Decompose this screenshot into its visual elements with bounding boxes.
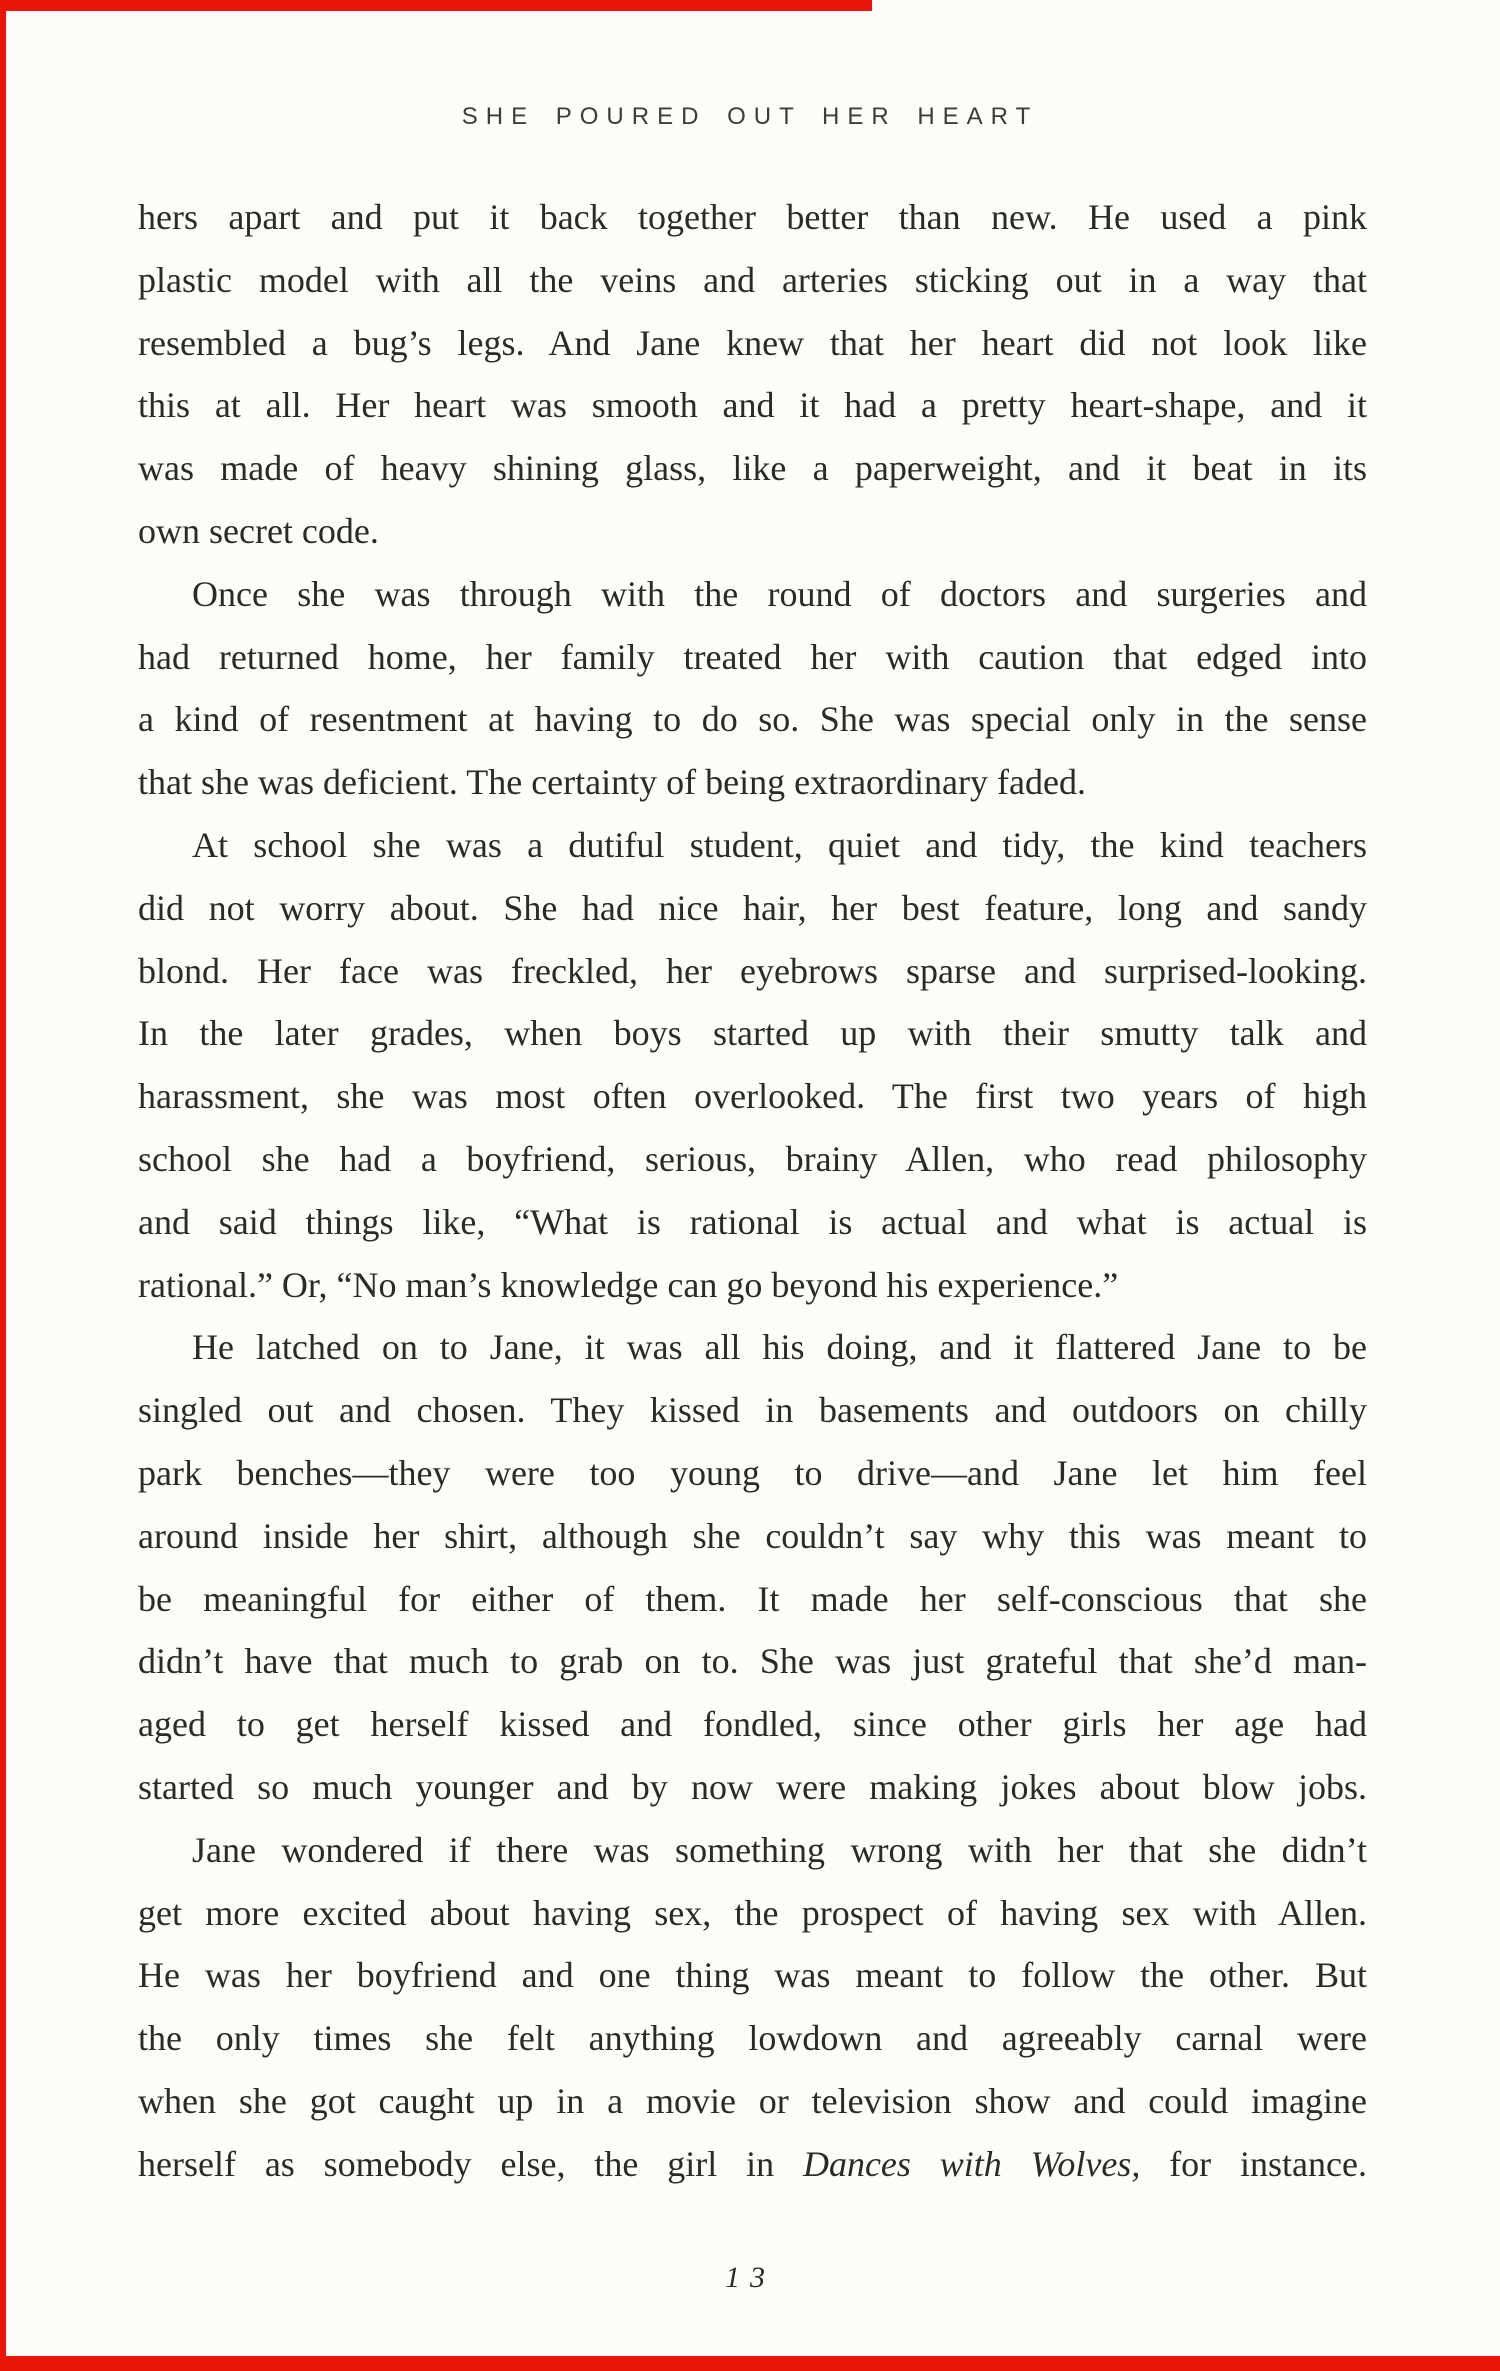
- scan-edge-bottom: [0, 2356, 1500, 2371]
- text-segment: park benches—they were too young to drive—and Jane let him feel: [138, 1452, 1367, 1493]
- scan-edge-top: [0, 0, 872, 11]
- text-segment: get more excited about having sex, the prospect of having sex with Allen.: [138, 1892, 1367, 1933]
- text-line: [138, 437, 1367, 500]
- running-header: SHE POURED OUT HER HEART: [461, 103, 1039, 130]
- text-segment: did not worry about. She had nice hair, her best feature, long and sandy: [138, 887, 1367, 928]
- text-line: [138, 186, 1367, 249]
- text-line: [138, 563, 1367, 626]
- text-line: [138, 2070, 1367, 2133]
- text-line: [138, 374, 1367, 437]
- text-segment: Once she was through with the round of doctors and surgeries and: [192, 573, 1367, 614]
- text-line: [138, 1128, 1367, 1191]
- text-line: [138, 1693, 1367, 1756]
- text-line: [138, 626, 1367, 689]
- text-line: [138, 2133, 1367, 2196]
- text-segment: He latched on to Jane, it was all his doing, and it flattered Jane to be: [192, 1327, 1367, 1368]
- text-line: [138, 2007, 1367, 2070]
- text-line: [138, 1254, 1367, 1317]
- text-segment: didn’t have that much to grab on to. She was just grateful that she’d man-: [138, 1641, 1367, 1682]
- text-segment: school she had a boyfriend, serious, brainy Allen, who read philosophy: [138, 1138, 1367, 1179]
- text-segment: herself as somebody else, the girl in: [138, 2143, 803, 2184]
- text-line: [138, 1630, 1367, 1693]
- text-line: [138, 814, 1367, 877]
- text-segment: own secret code.: [138, 510, 379, 551]
- text-segment: around inside her shirt, although she couldn’t say why this was meant to: [138, 1515, 1367, 1556]
- text-line: [138, 1505, 1367, 1568]
- body-text: [138, 186, 1367, 2196]
- text-line: [138, 1191, 1367, 1254]
- text-line: [138, 1316, 1367, 1379]
- text-segment: a kind of resentment at having to do so. She was special only in the sense: [138, 699, 1367, 740]
- text-segment: was made of heavy shining glass, like a paperweight, and it beat in its: [138, 448, 1367, 489]
- text-line: [138, 1756, 1367, 1819]
- scan-edge-left: [0, 0, 6, 2371]
- text-segment: that she was deficient. The certainty of being extraordinary faded.: [138, 762, 1086, 803]
- text-line: [138, 500, 1367, 563]
- text-line: [138, 1002, 1367, 1065]
- text-segment: blond. Her face was freckled, her eyebrows sparse and surprised-looking.: [138, 950, 1367, 991]
- text-line: [138, 312, 1367, 375]
- text-line: [138, 1568, 1367, 1631]
- text-segment: when she got caught up in a movie or television show and could imagine: [138, 2080, 1367, 2121]
- text-segment: for instance.: [1140, 2143, 1367, 2184]
- text-segment: Jane wondered if there was something wrong with her that she didn’t: [192, 1829, 1367, 1870]
- text-segment: singled out and chosen. They kissed in basements and outdoors on chilly: [138, 1390, 1367, 1431]
- text-line: [138, 688, 1367, 751]
- text-segment: harassment, she was most often overlooked. The first two years of high: [138, 1076, 1367, 1117]
- text-segment: rational.” Or, “No man’s knowledge can go beyond his experience.”: [138, 1264, 1119, 1305]
- text-line: [138, 1442, 1367, 1505]
- page-number: 13: [725, 2261, 775, 2294]
- text-line: [138, 877, 1367, 940]
- italic-text-segment: Dances with Wolves,: [802, 2143, 1141, 2184]
- text-line: [138, 1944, 1367, 2007]
- text-line: [138, 751, 1367, 814]
- text-line: [138, 1882, 1367, 1945]
- text-segment: aged to get herself kissed and fondled, since other girls her age had: [138, 1704, 1367, 1745]
- text-segment: started so much younger and by now were making jokes about blow jobs.: [138, 1766, 1367, 1807]
- text-segment: and said things like, “What is rational is actual and what is actual is: [138, 1201, 1367, 1242]
- text-segment: the only times she felt anything lowdown and agreeably carnal were: [138, 2018, 1367, 2059]
- text-segment: hers apart and put it back together better than new. He used a pink: [138, 197, 1367, 237]
- text-segment: He was her boyfriend and one thing was meant to follow the other. But: [138, 1955, 1367, 1996]
- text-segment: resembled a bug’s legs. And Jane knew that her heart did not look like: [138, 322, 1367, 363]
- text-segment: had returned home, her family treated her with caution that edged into: [138, 636, 1367, 677]
- text-line: [138, 1379, 1367, 1442]
- text-segment: this at all. Her heart was smooth and it had a pretty heart-shape, and it: [138, 385, 1367, 426]
- text-segment: plastic model with all the veins and arteries sticking out in a way that: [138, 259, 1367, 300]
- text-segment: In the later grades, when boys started up with their smutty talk and: [138, 1013, 1367, 1054]
- text-line: [138, 1065, 1367, 1128]
- text-line: [138, 940, 1367, 1003]
- text-segment: be meaningful for either of them. It made her self-conscious that she: [138, 1578, 1367, 1619]
- text-line: [138, 1819, 1367, 1882]
- text-line: [138, 249, 1367, 312]
- text-segment: At school she was a dutiful student, quiet and tidy, the kind teachers: [192, 824, 1367, 865]
